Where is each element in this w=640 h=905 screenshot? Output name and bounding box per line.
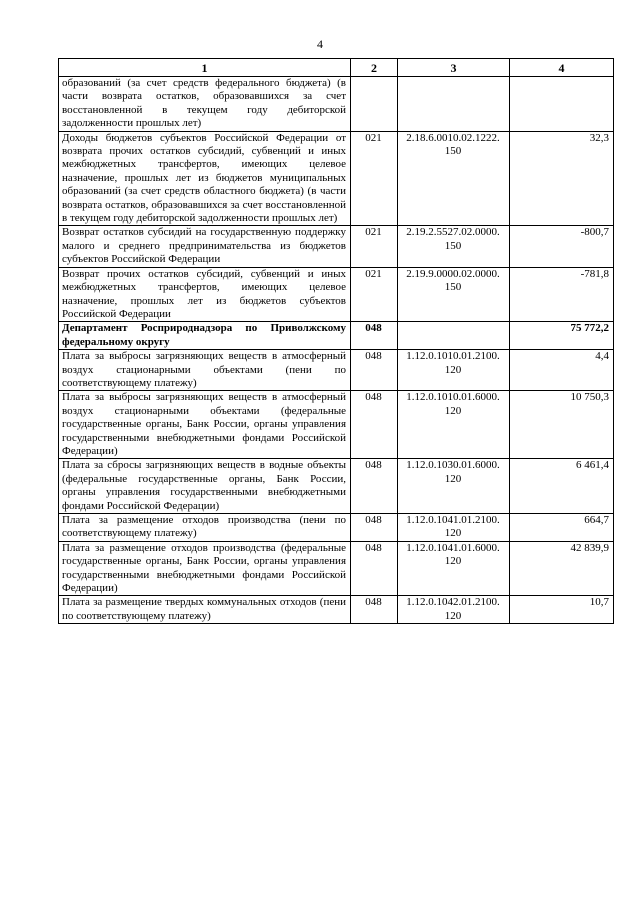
row-admin-code: 048 [351,596,398,624]
row-name: Возврат прочих остатков субсидий, субвенций и иных межбюджетных трансфертов, имеющих целевое назначение, прошлых лет из бюджетов субъектов Российской Федерации [59,267,351,322]
row-amount: 6 461,4 [510,459,614,514]
row-amount: 10 750,3 [510,391,614,459]
table-row [59,131,614,226]
row-amount: 4,4 [510,350,614,391]
column-header-3: 3 [398,59,510,77]
row-amount: -781,8 [510,267,614,322]
column-header-4: 4 [510,59,614,77]
table-row [59,514,614,542]
table-header-row [59,59,614,77]
table-body [59,77,614,624]
row-budget-code: 1.12.0.1010.01.6000. 120 [398,391,510,459]
row-admin-code: 048 [351,322,398,350]
row-admin-code [351,77,398,132]
row-budget-code [398,77,510,132]
budget-table [58,58,614,624]
table-row [59,226,614,267]
row-budget-code: 1.12.0.1030.01.6000. 120 [398,459,510,514]
row-budget-code: 2.19.2.5527.02.0000. 150 [398,226,510,267]
table-row [59,391,614,459]
row-amount: 42 839,9 [510,541,614,596]
table-row [59,77,614,132]
row-admin-code: 021 [351,226,398,267]
row-amount: 75 772,2 [510,322,614,350]
row-admin-code: 048 [351,391,398,459]
row-admin-code: 021 [351,267,398,322]
row-name: образований (за счет средств федерального бюджета) (в части возврата остатков, образовавшихся за счет восстановленной в текущем году дебиторской задолженности прошлых лет) [59,77,351,132]
table-row [59,267,614,322]
table-row [59,459,614,514]
row-name: Возврат остатков субсидий на государственную поддержку малого и среднего предпринимательства из бюджетов субъектов Российской Федерации [59,226,351,267]
row-admin-code: 048 [351,459,398,514]
row-amount: 32,3 [510,131,614,226]
column-header-1: 1 [59,59,351,77]
table-row [59,596,614,624]
row-name: Плата за выбросы загрязняющих веществ в атмосферный воздух стационарными объектами (пени по соответствующему платежу) [59,350,351,391]
row-name: Доходы бюджетов субъектов Российской Федерации от возврата прочих остатков субсидий, субвенций и иных межбюджетных трансфертов, имеющих целевое назначение, прошлых лет из бюджетов муниципальных образований (за счет средств областного бюджета) (в части возврата остатков, образовавшихся за счет восстановленной в текущем году дебиторской задолженности прошлых лет) [59,131,351,226]
column-header-2: 2 [351,59,398,77]
row-budget-code: 1.12.0.1042.01.2100. 120 [398,596,510,624]
row-budget-code [398,322,510,350]
table-row [59,350,614,391]
row-budget-code: 2.18.6.0010.02.1222. 150 [398,131,510,226]
row-admin-code: 048 [351,541,398,596]
row-name: Плата за размещение отходов производства (федеральные государственные органы, Банк России, органы управления государственными внебюджетными фондами Российской Федерации) [59,541,351,596]
row-budget-code: 1.12.0.1010.01.2100. 120 [398,350,510,391]
row-admin-code: 048 [351,350,398,391]
row-name: Департамент Росприроднадзора по Приволжскому федеральному округу [59,322,351,350]
row-admin-code: 021 [351,131,398,226]
row-budget-code: 2.19.9.0000.02.0000. 150 [398,267,510,322]
row-budget-code: 1.12.0.1041.01.2100. 120 [398,514,510,542]
row-budget-code: 1.12.0.1041.01.6000. 120 [398,541,510,596]
row-name: Плата за сбросы загрязняющих веществ в водные объекты (федеральные государственные органы, Банк России, органы управления государственными внебюджетными фондами Российской Федерации) [59,459,351,514]
table-row [59,322,614,350]
row-name: Плата за размещение отходов производства (пени по соответствующему платежу) [59,514,351,542]
table-row [59,541,614,596]
row-amount [510,77,614,132]
row-admin-code: 048 [351,514,398,542]
row-amount: 10,7 [510,596,614,624]
row-amount: -800,7 [510,226,614,267]
row-name: Плата за размещение твердых коммунальных отходов (пени по соответствующему платежу) [59,596,351,624]
row-name: Плата за выбросы загрязняющих веществ в атмосферный воздух стационарными объектами (федеральные государственные органы, Банк России, органы управления государственными внебюджетными фондами Российской Федерации) [59,391,351,459]
row-amount: 664,7 [510,514,614,542]
page-number: 4 [317,37,323,51]
